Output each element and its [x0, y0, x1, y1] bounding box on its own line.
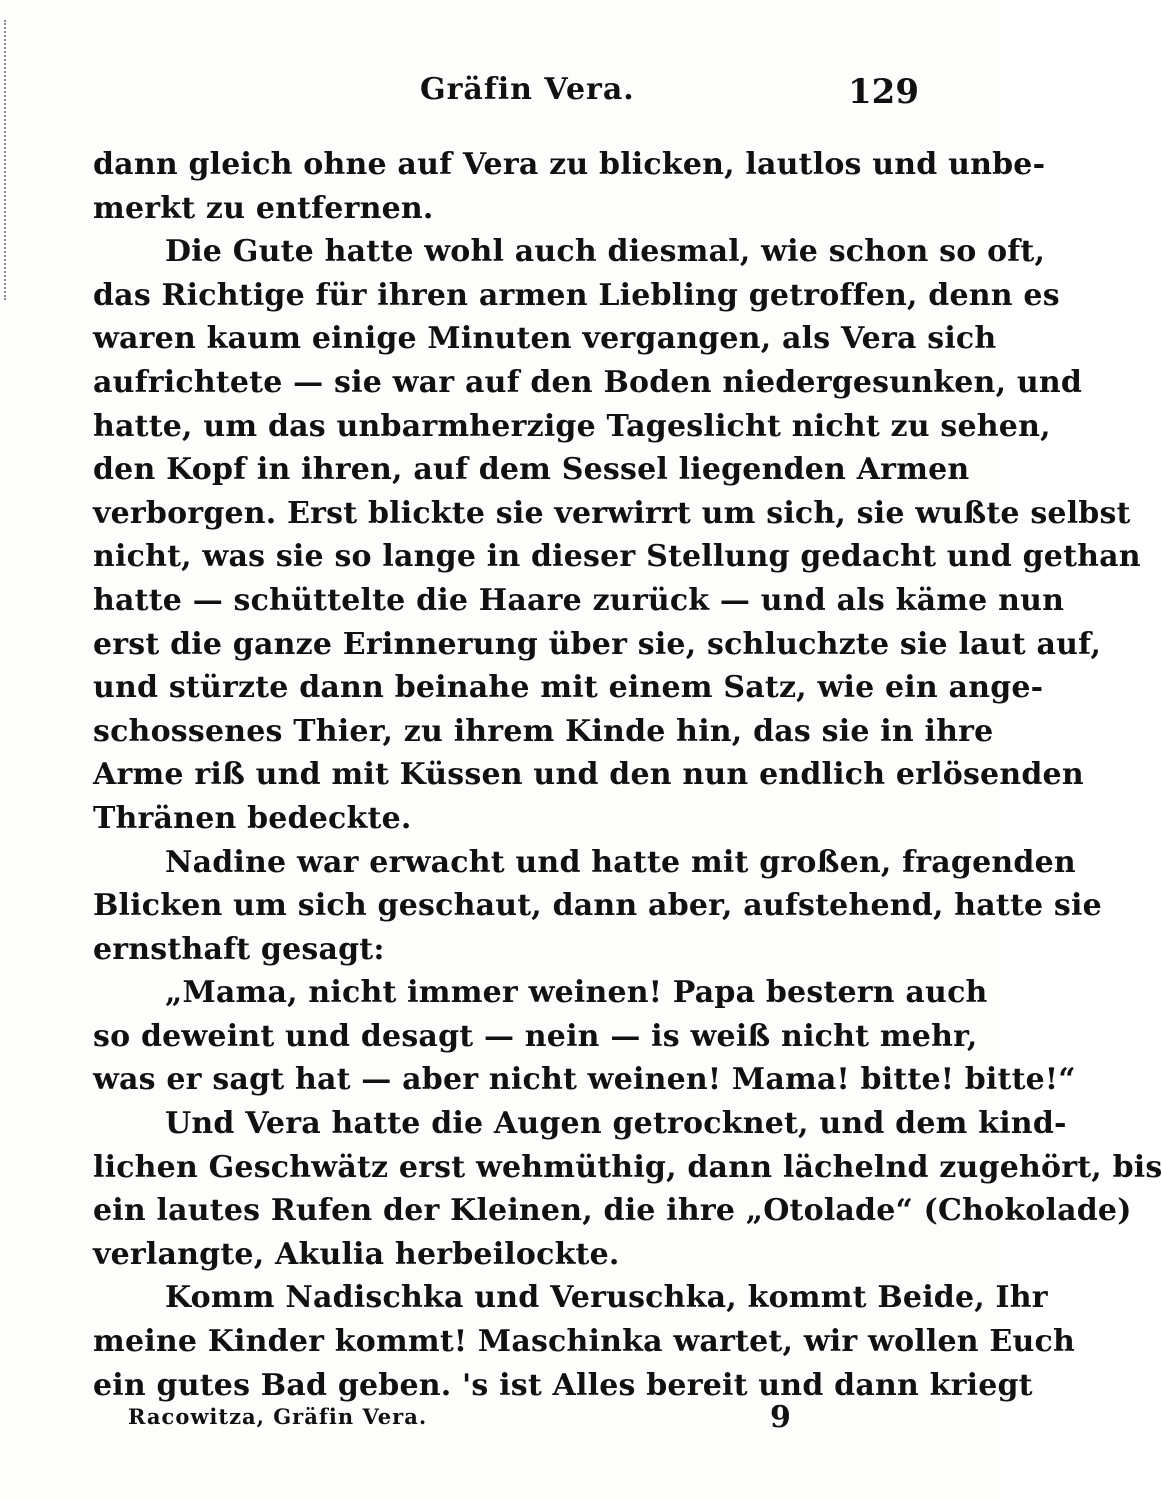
- text-line: „Mama, nicht immer weinen! Papa bestern auch: [165, 975, 988, 1011]
- text-line: dann gleich ohne auf Vera zu blicken, lautlos und unbe-: [93, 147, 1046, 182]
- text-line: so deweint und desagt — nein — is weiß nicht mehr,: [93, 1018, 978, 1054]
- text-line: aufrichtete — sie war auf den Boden niedergesunken, und: [93, 364, 1083, 400]
- text-line: Und Vera hatte die Augen getrocknet, und dem kind-: [165, 1106, 1067, 1142]
- page-edge-marks: [4, 20, 12, 300]
- text-line: Die Gute hatte wohl auch diesmal, wie schon so oft,: [165, 234, 1046, 270]
- text-line: waren kaum einige Minuten vergangen, als Vera sich: [93, 321, 997, 357]
- text-line: schossenes Thier, zu ihrem Kinde hin, das sie in ihre: [93, 713, 994, 749]
- page-number: 129: [848, 72, 919, 112]
- footer-signature: Racowitza, Gräfin Vera.: [128, 1404, 428, 1429]
- text-line: nicht, was sie so lange in dieser Stellung gedacht und gethan: [93, 539, 1141, 575]
- text-line: erst die ganze Erinnerung über sie, schluchzte sie laut auf,: [93, 626, 1102, 662]
- text-line: Thränen bedeckte.: [93, 800, 412, 836]
- sheet-number: 9: [770, 1400, 791, 1435]
- text-line: meine Kinder kommt! Maschinka wartet, wir wollen Euch: [93, 1324, 1075, 1360]
- text-line: lichen Geschwätz erst wehmüthig, dann lächelnd zugehört, bis: [93, 1149, 1162, 1185]
- text-line: Arme riß und mit Küssen und den nun endlich erlösenden: [93, 757, 1084, 793]
- text-line: was er sagt hat — aber nicht weinen! Mama! bitte! bitte!“: [93, 1062, 1076, 1098]
- text-line: merkt zu entfernen.: [93, 190, 434, 226]
- text-line: hatte, um das unbarmherzige Tageslicht nicht zu sehen,: [93, 408, 1051, 444]
- text-line: verlangte, Akulia herbeilockte.: [93, 1236, 620, 1272]
- text-line: hatte — schüttelte die Haare zurück — und als käme nun: [93, 582, 1065, 618]
- text-line: Nadine war erwacht und hatte mit großen, fragenden: [165, 844, 1076, 880]
- running-header-title: Gräfin Vera.: [420, 72, 635, 107]
- text-line: Komm Nadischka und Veruschka, kommt Beide, Ihr: [165, 1280, 1048, 1316]
- text-line: Blicken um sich geschaut, dann aber, aufstehend, hatte sie: [93, 888, 1102, 924]
- text-line: das Richtige für ihren armen Liebling getroffen, denn es: [93, 277, 1060, 313]
- body-text: [93, 143, 1162, 1407]
- text-line: ernsthaft gesagt:: [93, 931, 385, 967]
- text-line: verborgen. Erst blickte sie verwirrt um sich, sie wußte selbst: [93, 495, 1131, 531]
- text-line: und stürzte dann beinahe mit einem Satz, wie ein ange-: [93, 670, 1044, 706]
- text-line: den Kopf in ihren, auf dem Sessel liegenden Armen: [93, 452, 970, 488]
- text-line: ein gutes Bad geben. 's ist Alles bereit und dann kriegt: [93, 1367, 1033, 1403]
- text-line: ein lautes Rufen der Kleinen, die ihre „Otolade“ (Chokolade): [93, 1193, 1132, 1229]
